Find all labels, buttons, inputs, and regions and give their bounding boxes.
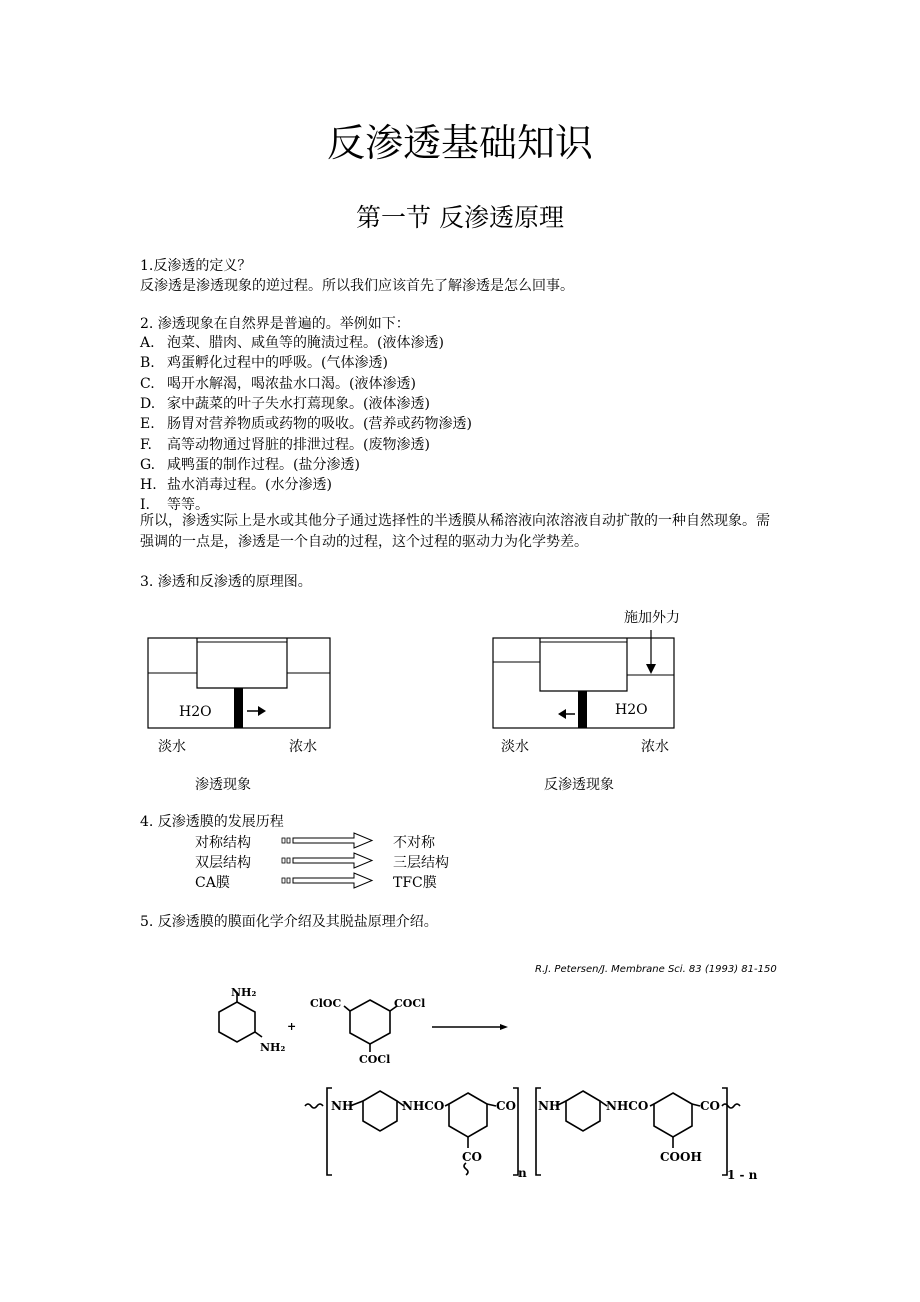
list-item	[140, 413, 472, 433]
q4-to-1: 不对称	[393, 835, 435, 851]
q4-to-3: TFC膜	[393, 875, 437, 891]
q4-heading: 4. 反渗透膜的发展历程	[140, 814, 284, 830]
wavy-bond	[722, 1104, 740, 1108]
poly-label-nhco-2: NHCO	[606, 1099, 649, 1113]
list-item-marker: C.	[140, 375, 155, 392]
list-item	[140, 434, 430, 454]
list-item-marker: G.	[140, 456, 156, 473]
list-item-marker: F.	[140, 436, 152, 453]
left-concentrate-label: 浓水	[289, 739, 317, 755]
list-item-text: 泡菜、腊肉、咸鱼等的腌渍过程。(液体渗透)	[167, 335, 444, 351]
benzene-ring-2	[350, 1000, 390, 1044]
list-item	[140, 454, 360, 474]
poly-label-co-3: CO	[700, 1099, 721, 1113]
q1-text: 反渗透是渗透现象的逆过程。所以我们应该首先了解渗透是怎么回事。	[140, 278, 574, 294]
list-item	[140, 373, 416, 393]
list-item-marker: H.	[140, 477, 157, 494]
list-item-marker: I.	[140, 497, 150, 514]
q2-conclusion: 所以，渗透实际上是水或其他分子通过选择性的半透膜从稀溶液向浓溶液自动扩散的一种自然现象。需强调的一点是，渗透是一个自动的过程，这个过程的驱动力为化学势差。	[140, 513, 770, 550]
citation: R.J. Petersen/J. Membrane Sci. 83 (1993) 81-150	[535, 964, 777, 975]
q5-heading: 5. 反渗透膜的膜面化学介绍及其脱盐原理介绍。	[140, 914, 438, 930]
wavy-bond	[464, 1163, 468, 1175]
q4-from-3: CA膜	[195, 875, 230, 891]
double-arrow-icon	[282, 873, 372, 888]
section-title: 第一节 反渗透原理	[356, 203, 564, 232]
list-item	[140, 332, 444, 352]
list-item-text: 等等。	[167, 497, 209, 514]
left-caption: 渗透现象	[195, 777, 251, 793]
acyl-label-3: COCl	[359, 1053, 391, 1066]
amine-label-1: NH₂	[231, 986, 257, 999]
document-title: 反渗透基础知识	[326, 121, 593, 165]
list-item-marker: D.	[140, 395, 156, 412]
poly-label-co-1: CO	[496, 1099, 517, 1113]
amine-label-2: NH₂	[260, 1041, 286, 1054]
poly-label-nh-1: NH	[331, 1099, 354, 1113]
list-item-text: 盐水消毒过程。(水分渗透)	[167, 477, 332, 494]
q2-heading: 2. 渗透现象在自然界是普遍的。举例如下：	[140, 316, 410, 332]
list-item-marker: A.	[140, 335, 155, 351]
reaction-arrow-icon	[500, 1024, 508, 1030]
right-concentrate-label: 浓水	[641, 739, 669, 755]
arrow-down-icon	[646, 664, 656, 674]
list-item-text: 鸡蛋孵化过程中的呼吸。(气体渗透)	[167, 355, 388, 372]
arrow-right-icon	[258, 706, 266, 716]
right-membrane	[578, 691, 587, 728]
list-item-text: 喝开水解渴，喝浓盐水口渴。(液体渗透)	[167, 375, 416, 392]
q4-from-1: 对称结构	[195, 835, 251, 851]
acyl-label-2: COCl	[394, 997, 426, 1010]
left-water-label: H2O	[179, 704, 212, 720]
left-membrane	[234, 688, 243, 728]
wavy-bond	[305, 1104, 323, 1108]
list-item-text: 高等动物通过肾脏的排泄过程。(废物渗透)	[167, 436, 430, 453]
right-caption: 反渗透现象	[544, 777, 614, 793]
list-item-marker: B.	[140, 355, 155, 372]
q1-heading: 1.反渗透的定义？	[140, 258, 252, 274]
benzene-ring-1	[219, 1002, 255, 1042]
list-item-text: 肠胃对营养物质或药物的吸收。(营养或药物渗透)	[167, 416, 472, 433]
benzene-ring-3	[363, 1091, 397, 1131]
double-arrow-icon	[282, 833, 372, 848]
poly-label-nhco-1: NHCO	[402, 1099, 445, 1113]
poly-label-nh-2: NH	[538, 1099, 561, 1113]
force-label: 施加外力	[624, 610, 680, 626]
q4-arrows	[280, 830, 380, 894]
list-item-text: 家中蔬菜的叶子失水打蔫现象。(液体渗透)	[167, 395, 430, 412]
left-dilute-label: 淡水	[158, 739, 186, 755]
poly-label-1-n: 1 - n	[727, 1168, 758, 1182]
benzene-ring-6	[654, 1093, 692, 1137]
plus-sign: +	[287, 1020, 297, 1033]
poly-label-n: n	[518, 1166, 527, 1180]
list-item	[140, 352, 388, 372]
osmosis-left-diagram	[148, 638, 330, 793]
q4-to-2: 三层结构	[393, 855, 449, 871]
membrane-chemistry-figure	[0, 980, 920, 1200]
list-item-marker: E.	[140, 416, 155, 433]
benzene-ring-4	[449, 1093, 487, 1137]
poly-label-cooh: COOH	[660, 1150, 702, 1164]
poly-label-co-2: CO	[462, 1150, 483, 1164]
right-dilute-label: 淡水	[501, 739, 529, 755]
reverse-osmosis-right-diagram	[493, 609, 680, 793]
list-item	[140, 393, 430, 413]
list-item-text: 咸鸭蛋的制作过程。(盐分渗透)	[167, 456, 360, 473]
right-water-label: H2O	[615, 702, 648, 718]
acyl-label-1: ClOC	[310, 997, 342, 1010]
list-item	[140, 474, 332, 494]
q3-heading: 3. 渗透和反渗透的原理图。	[140, 574, 312, 590]
q4-from-2: 双层结构	[195, 855, 251, 871]
double-arrow-icon	[282, 853, 372, 868]
benzene-ring-5	[566, 1091, 600, 1131]
arrow-left-icon	[558, 709, 566, 719]
osmosis-diagram	[0, 600, 920, 800]
